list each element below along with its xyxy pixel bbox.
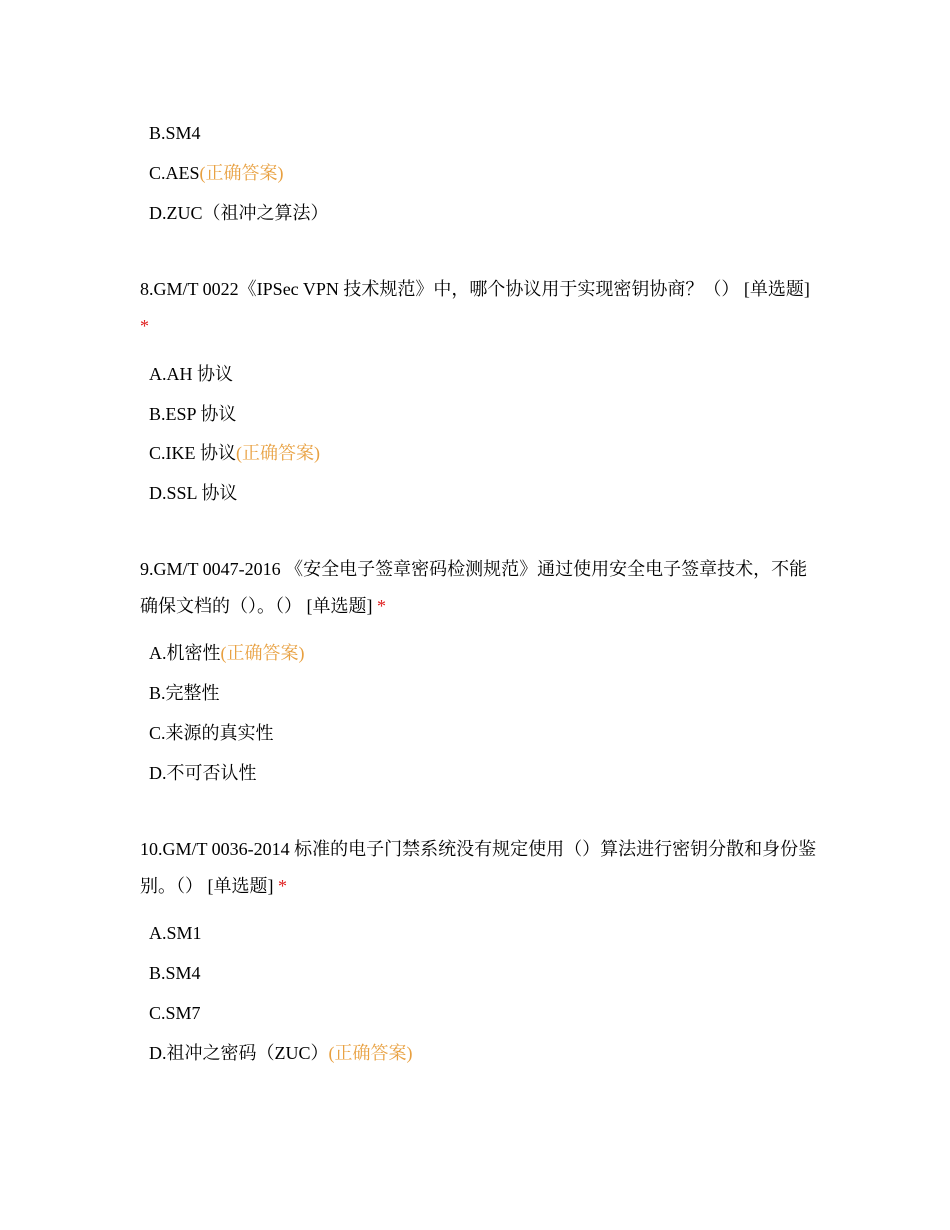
question-text: 8.GM/T 0022《IPSec VPN 技术规范》中，哪个协议用于实现密钥协商？（） [140,279,740,299]
q7-option-b: B.SM4 [149,123,201,143]
question-type: [单选题] [743,279,810,299]
q8-option-b: B.ESP 协议 [149,404,237,424]
q7-option-c: C.AES(正确答案) [149,163,284,183]
question-type: [单选题] [207,876,274,896]
correct-answer-label: (正确答案) [199,163,284,183]
question-10 [140,831,820,905]
q10-option-c: C.SM7 [149,1003,201,1023]
q10-option-d: D.祖冲之密码（ZUC）(正确答案) [149,1043,413,1063]
q7-option-d: D.ZUC（祖冲之算法） [149,203,329,223]
q9-option-c: C.来源的真实性 [149,723,274,743]
question-text: 9.GM/T 0047-2016 《安全电子签章密码检测规范》通过使用安全电子签章技术，不能确保文档的（）。（） [140,559,808,616]
q9-option-a: A.机密性(正确答案) [149,643,305,663]
q8-option-a: A.AH 协议 [149,364,233,384]
required-mark: * [377,596,386,616]
q8-option-c: C.IKE 协议(正确答案) [149,443,320,463]
correct-answer-label: (正确答案) [328,1043,413,1063]
q9-option-d: D.不可否认性 [149,763,257,783]
q10-option-a: A.SM1 [149,923,202,943]
q10-option-b: B.SM4 [149,963,201,983]
question-type: [单选题] [306,596,373,616]
q9-option-b: B.完整性 [149,683,220,703]
correct-answer-label: (正确答案) [220,643,305,663]
q8-option-d: D.SSL 协议 [149,483,238,503]
question-8 [140,271,820,345]
question-9 [140,551,820,625]
required-mark: * [278,876,287,896]
required-mark: * [140,316,149,336]
correct-answer-label: (正确答案) [236,443,320,463]
question-text: 10.GM/T 0036-2014 标准的电子门禁系统没有规定使用（）算法进行密钥分散和身份鉴别。（） [140,839,817,896]
